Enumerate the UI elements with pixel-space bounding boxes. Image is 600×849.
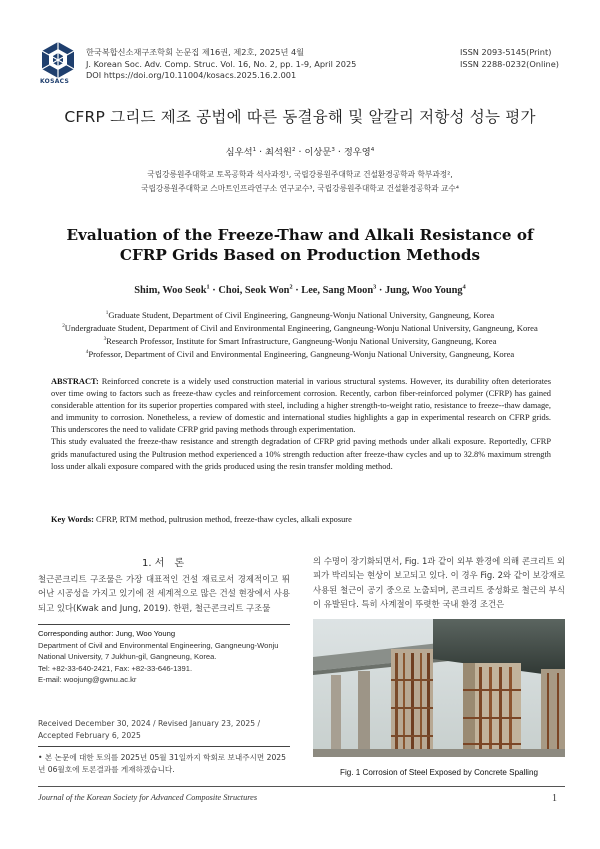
title-korean: CFRP 그리드 제조 공법에 따른 동결융해 및 알칼리 저항성 성능 평가 xyxy=(64,108,536,126)
figure-1-photo xyxy=(313,619,565,757)
affiliation-kr-1: 국립강릉원주대학교 토목공학과 석사과정¹, 국립강릉원주대학교 건설환경공학과 학부과정², xyxy=(147,170,453,179)
author-kr: 최석원 xyxy=(265,147,292,158)
author-en: Choi, Seok Won xyxy=(218,285,290,296)
authors-english: Shim, Woo Seok$^1$ · Choi, Seok Won$^2$ · Lee, Sang Moon$^3$ · Jung, Woo Young$^4$ xyxy=(134,283,466,296)
received-dates: Received December 30, 2024 / Revised January 23, 2025 / Accepted February 6, 2025 xyxy=(38,719,261,740)
author-en: Shim, Woo Seok xyxy=(134,285,207,296)
corresponding-author xyxy=(38,624,290,686)
author-en: Jung, Woo Young xyxy=(384,285,463,296)
corresponding-head: Corresponding author: Jung, Woo Young xyxy=(38,629,176,638)
logo-text: KOSACS xyxy=(40,78,70,85)
affiliation-en-4: $^4$Professor, Department of Civil and Environmental Engineering, Gangneung-Wonju National University, Gangneung, Korea xyxy=(85,349,515,359)
affiliation-kr-2: 국립강릉원주대학교 스마트인프라연구소 연구교수³, 국립강릉원주대학교 건설환경공학과 교수⁴ xyxy=(141,184,459,193)
page-number: 1 xyxy=(552,793,557,804)
authors-korean: 심우석$^1$ · 최석원$^2$ · 이상문$^3$ · 정우영$^4$ xyxy=(225,146,375,158)
keywords xyxy=(51,515,551,524)
keywords-label: Key Words: xyxy=(51,515,94,524)
keywords-text: CFRP, RTM method, pultrusion method, freeze-thaw cycles, alkali exposure xyxy=(95,515,352,524)
author-kr: 정우영 xyxy=(343,147,371,158)
author-kr: 이상문 xyxy=(304,147,332,158)
abstract-paragraph-1: Reinforced concrete is a widely used construction material in various structural systems. However, its durability often deteriorates over time owing to factors such as freeze-thaw cycles and reinforcement corrosion. Recently, carbon fiber-reinforced polymer (CFRP) has gained considerable attention for its superior properties compared with steel, including a higher strength-to-weight ratio, resistance to freeze--thaw damage, and immunity to corrosion. Nonetheless, a review of domestic and international studies highlights a gap in experimental research on CFRP grids. This underscores the need to validate CFRP grid paving methods through experimentation. xyxy=(51,377,552,435)
title-english-line-1: Evaluation of the Freeze-Thaw and Alkali Resistance of xyxy=(66,226,534,244)
figure-1-caption: Fig. 1 Corrosion of Steel Exposed by Concrete Spalling xyxy=(340,768,538,777)
title-english-line-2: CFRP Grids Based on Production Methods xyxy=(119,246,481,264)
issn-info xyxy=(460,47,559,70)
issn-online: ISSN 2288-0232(Online) xyxy=(460,58,559,69)
abstract-paragraph-2: This study evaluated the freeze-thaw resistance and strength degradation of CFRP grid paving methods under alkali exposure. Reportedly, CFRP grids manufactured using the Pultrusion method experienced a 10% strength reduction after freeze-thaw cycles and up to 32.8% maximum strength loss under alkali exposure compared with the grids produced using the resin transfer molding method. xyxy=(51,437,551,471)
footer-divider xyxy=(38,786,565,787)
affiliation-en-3: $^3$Research Professor, Institute for Smart Infrastructure, Gangneung-Wonju National University, Gangneung, Korea xyxy=(103,336,497,346)
corresponding-email[interactable]: E-mail: woojung@gwnu.ac.kr xyxy=(38,675,137,685)
abstract xyxy=(51,376,551,473)
journal-en: J. Korean Soc. Adv. Comp. Struc. Vol. 16, No. 2, pp. 1-9, April 2025 xyxy=(86,58,357,69)
footer-journal: Journal of the Korean Society for Advanced Composite Structures xyxy=(38,793,258,802)
journal-info xyxy=(86,47,356,82)
body-text-right: 의 수명이 장기화되면서, Fig. 1과 같이 외부 환경에 의해 콘크리트 외피가 박리되는 현상이 보고되고 있다. 이 경우 Fig. 2와 같이 보강재로 사용된 철근이 공기 중으로 노출되며, 콘크리트 중성화로 철근의 부식이 유발된다. 특히 사계절이 뚜렷한 국내 환경 조건은 xyxy=(313,556,565,609)
section-heading: 1. 서 론 xyxy=(141,558,185,569)
author-kr: 심우석 xyxy=(225,147,253,158)
abstract-label: ABSTRACT: xyxy=(51,377,99,386)
body-text-left: 철근콘크리트 구조물은 가장 대표적인 건설 재료로서 경제적이고 뛰어난 시공성을 가지고 있기에 전 세계적으로 많은 건설 현장에서 사용되고 있다(Kwak and Jung, 2019). 한편, 철근콘크리트 구조물 xyxy=(38,574,290,613)
journal-kr: 한국복합신소재구조학회 논문집 제16권, 제2호, 2025년 4월 xyxy=(86,47,305,57)
author-en: Lee, Sang Moon xyxy=(301,285,374,296)
doi-link[interactable]: DOI https://doi.org/10.11004/kosacs.2025.16.2.001 xyxy=(86,70,297,80)
affiliation-en-1: $^1$Graduate Student, Department of Civil Engineering, Gangneung-Wonju National University, Gangneung, Korea xyxy=(105,310,495,320)
affiliation-en-2: $^2$Undergraduate Student, Department of Civil and Environmental Engineering, Gangneung-Wonju National University, Gangneung, Korea xyxy=(62,323,538,333)
kosacs-logo xyxy=(38,38,78,82)
corresponding-phone: Tel: +82-33-640-2421, Fax: +82-33-646-1391. xyxy=(38,663,193,673)
issn-print: ISSN 2093-5145(Print) xyxy=(460,47,552,57)
discussion-notice: • 본 논문에 대한 토의를 2025년 05월 31일까지 학회로 보내주시면 2025년 06월호에 토론결과를 게재하겠습니다. xyxy=(38,746,290,775)
corresponding-address: Department of Civil and Environmental Engineering, Gangneung-Wonju National University, 7 Jukhun-gil, Gangneung, Korea. xyxy=(38,640,279,662)
